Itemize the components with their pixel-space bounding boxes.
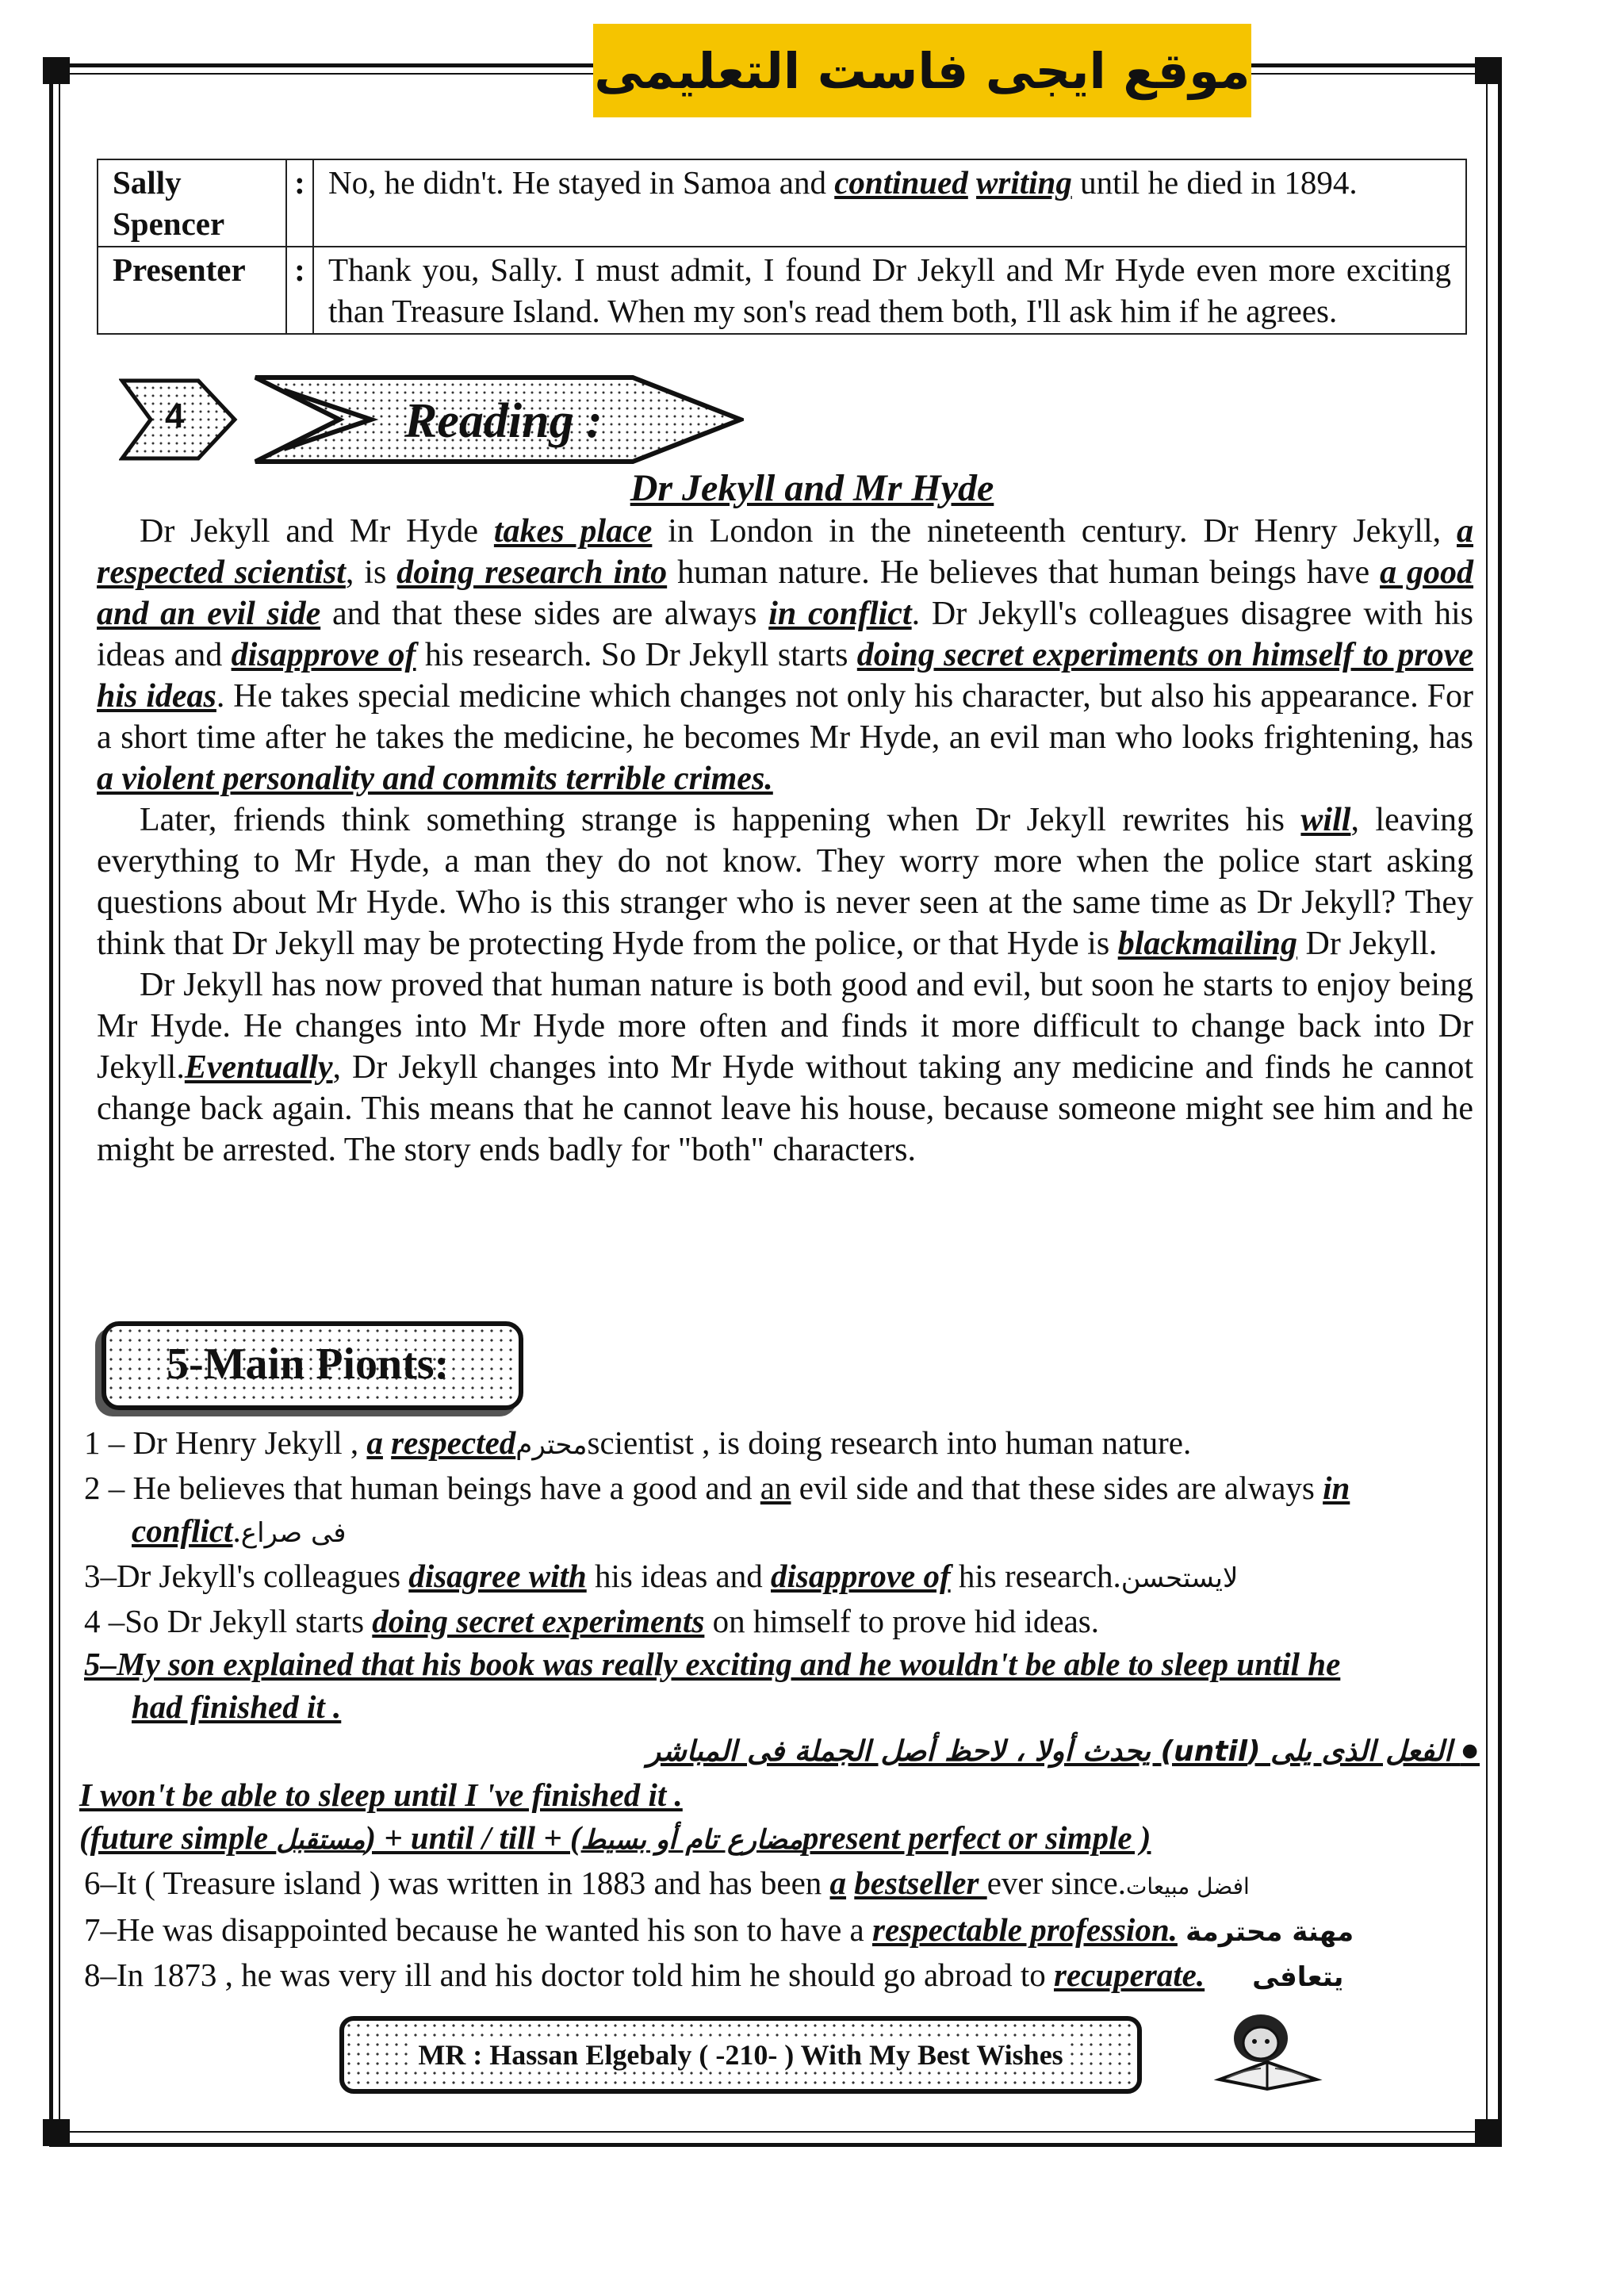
main-points-list bbox=[79, 1421, 1480, 1999]
list-item: 5–My son explained that his book was really exciting and he wouldn't be able to sleep until he had finished it . bbox=[84, 1646, 1341, 1725]
paragraph: Later, friends think something strange is happening when Dr Jekyll rewrites his will, leaving everything to Mr Hyde, a man they do not know. They worry more when the police start asking questions about Mr Hyde. Who is this stranger who is never seen at the same time as Dr Jekyll? They think that Dr Jekyll may be protecting Hyde from the police, or that Hyde is blackmailing Dr Jekyll. bbox=[97, 802, 1473, 962]
speech-text: No, he didn't. He stayed in Samoa and continued writing until he died in 1894. bbox=[313, 159, 1466, 247]
section-heading: Reading : bbox=[404, 394, 603, 448]
corner-ornament bbox=[1475, 57, 1502, 84]
list-item: I won't be able to sleep until I 've finished it . bbox=[79, 1777, 683, 1813]
speaker-name: Presenter bbox=[98, 247, 286, 334]
list-item: (future simple مستقبل) + until / till + (مضارع تام أو بسيطpresent perfect or simple ) bbox=[79, 1819, 1151, 1856]
speaker-colon: : bbox=[286, 159, 313, 247]
site-banner bbox=[593, 24, 1251, 117]
story-title: Dr Jekyll and Mr Hyde bbox=[630, 467, 994, 509]
table-row bbox=[98, 247, 1466, 334]
site-banner-title: موقع ايجى فاست التعليمى bbox=[594, 41, 1251, 100]
paragraph: Dr Jekyll has now proved that human nature is both good and evil, but soon he starts to enjoy being Mr Hyde. He changes into Mr Hyde more often and finds it more difficult to change back into Dr Jekyll.Eventually, Dr Jekyll changes into Mr Hyde without taking any medicine and finds he cannot change back again. This means that he cannot leave his house, because someone might see him and he might be arrested. The story ends badly for "both" characters. bbox=[97, 967, 1473, 1168]
corner-ornament bbox=[43, 2119, 70, 2146]
list-item: 1 – Dr Henry Jekyll , a respectedمحترمscientist , is doing research into human nature. bbox=[84, 1424, 1192, 1461]
table-row bbox=[98, 159, 1466, 247]
footer-signature: MR : Hassan Elgebaly ( -210- ) With My Best Wishes bbox=[413, 2038, 1067, 2072]
section-number: 4 bbox=[165, 397, 185, 435]
speaker-name: Sally Spencer bbox=[98, 159, 286, 247]
list-item: 7–He was disappointed because he wanted his son to have a respectable profession. مهنة محترمة bbox=[84, 1911, 1354, 1948]
list-item: 2 – He believes that human beings have a good and an evil side and that these sides are always in conflict.فى صراع bbox=[84, 1470, 1350, 1549]
bullet-icon: ● bbox=[1460, 1731, 1480, 1768]
list-item: 4 –So Dr Jekyll starts doing secret experiments on himself to prove hid ideas. bbox=[84, 1603, 1099, 1639]
main-points-heading: 5-Main Pionts: bbox=[167, 1340, 450, 1389]
paragraph: Dr Jekyll and Mr Hyde takes place in London in the nineteenth century. Dr Henry Jekyll, a respected scientist, is doing research into human nature. He believes that human beings have a good and an evil side and that these sides are always in conflict. Dr Jekyll's colleagues disagree with his ideas and disapprove of his research. So Dr Jekyll starts doing secret experiments on himself to prove his ideas. He takes special medicine which changes not only his character, but also his appearance. For a short time after he takes the medicine, he becomes Mr Hyde, an evil man who looks frightening, has a violent personality and commits terrible crimes. bbox=[97, 513, 1474, 797]
corner-ornament bbox=[43, 57, 70, 84]
list-item: الفعل الذى يلى (until) يحدث أولا ، لاحظ أصل الجملة فى المباشر ● bbox=[646, 1731, 1480, 1768]
dialog-table bbox=[97, 159, 1467, 335]
list-item: 8–In 1873 , he was very ill and his doctor told him he should go abroad to recuperate. يتعافى bbox=[84, 1957, 1344, 1993]
list-item: 3–Dr Jekyll's colleagues disagree with his ideas and disapprove of his research.لايستحسن bbox=[84, 1558, 1239, 1594]
student-reading-icon bbox=[1212, 2007, 1323, 2094]
footer-signature-box bbox=[339, 2016, 1142, 2094]
list-item: 6–It ( Treasure island ) was written in 1883 and has been a bestseller ever since.افضل مبيعات bbox=[84, 1865, 1250, 1901]
speaker-colon: : bbox=[286, 247, 313, 334]
reading-passage bbox=[97, 511, 1473, 1171]
speech-text: Thank you, Sally. I must admit, I found Dr Jekyll and Mr Hyde even more exciting than Treasure Island. When my son's read them both, I'll ask him if he agrees. bbox=[313, 247, 1466, 334]
corner-ornament bbox=[1475, 2119, 1502, 2146]
